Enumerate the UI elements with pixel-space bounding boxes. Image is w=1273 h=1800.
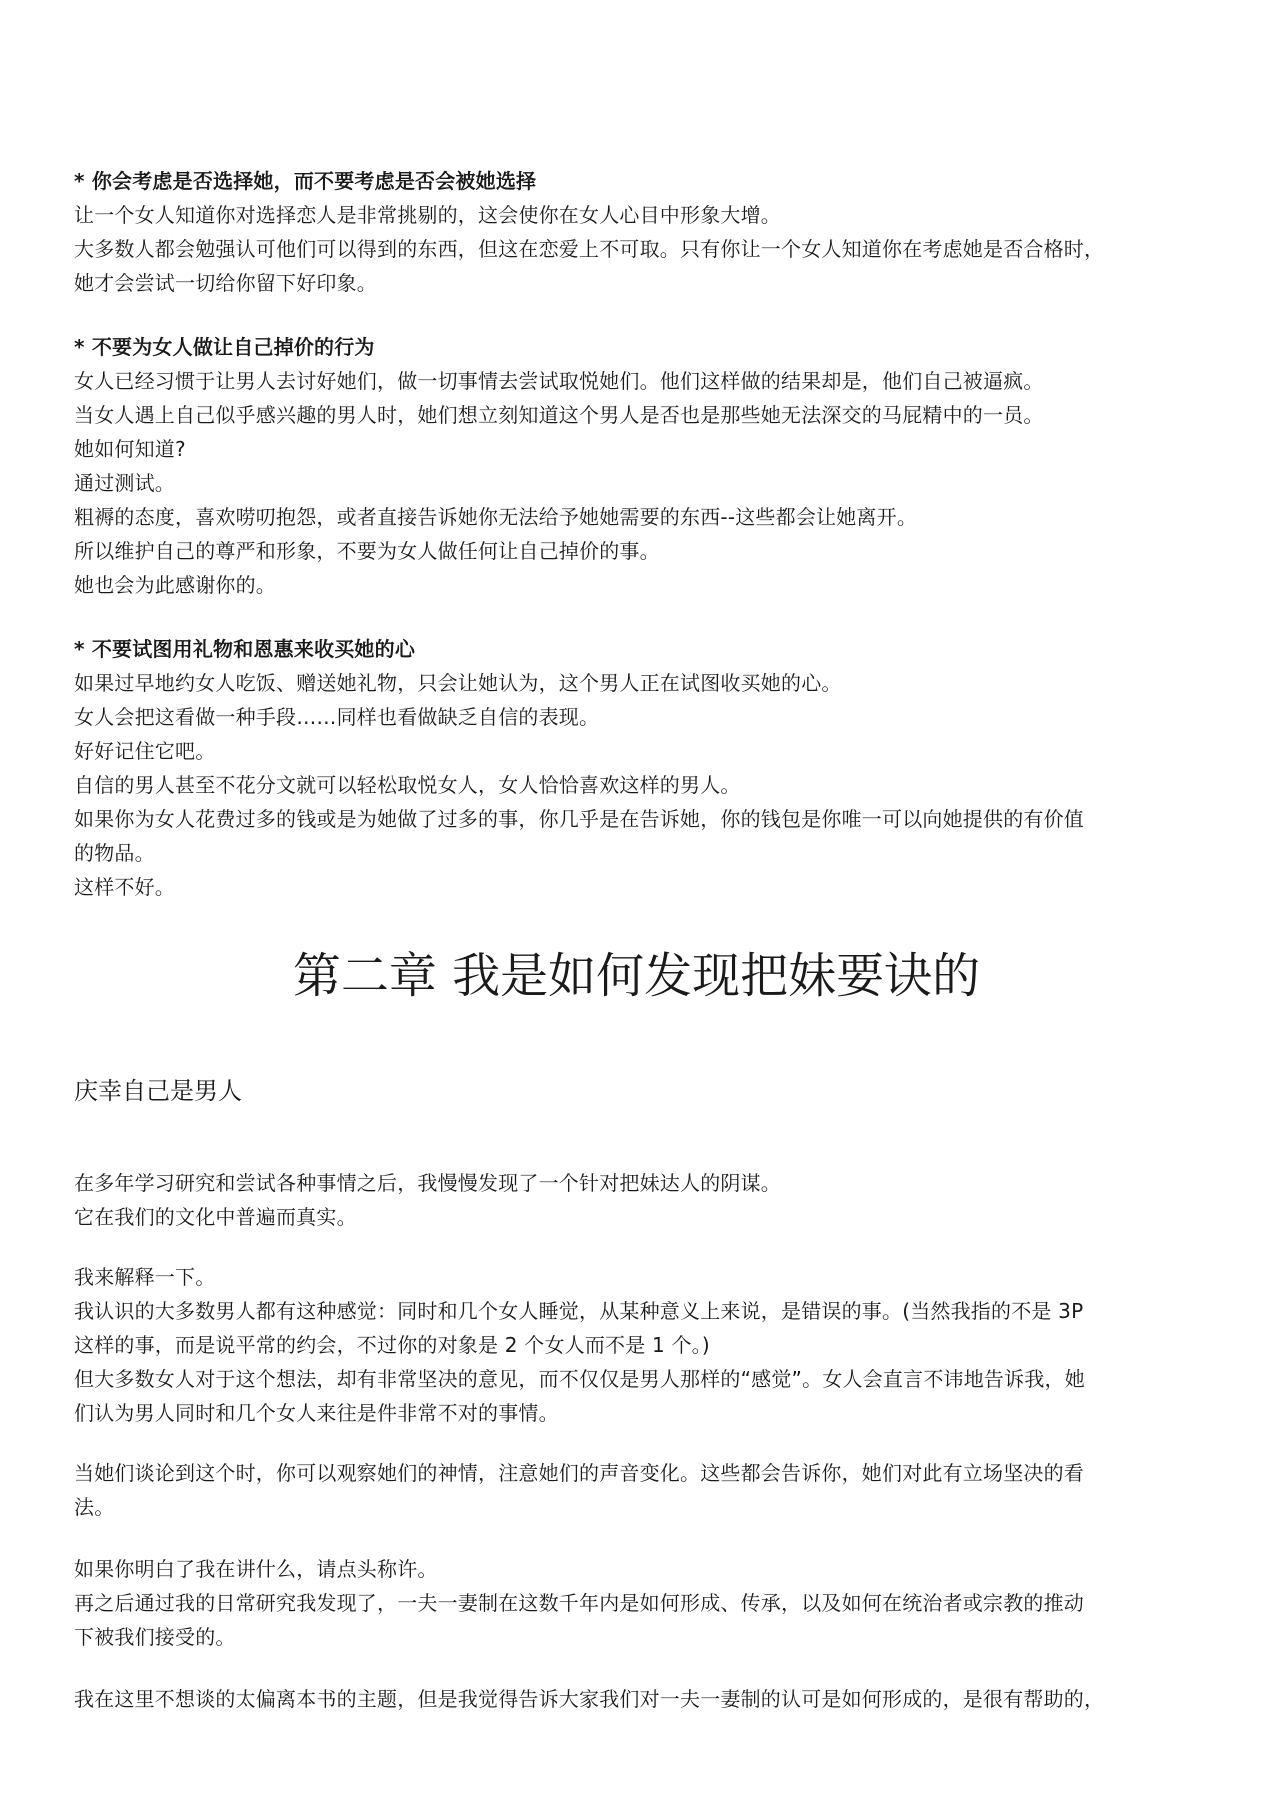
text-line: 下被我们接受的。 <box>74 1625 236 1649</box>
text-line: 再之后通过我的日常研究我发现了，一夫一妻制在这数千年内是如何形成、传承，以及如何在统治者或宗教的推动 <box>74 1591 1084 1615</box>
text-line: 如果你为女人花费过多的钱或是为她做了过多的事，你几乎是在告诉她，你的钱包是你唯一可以向她提供的有价值 <box>74 807 1084 831</box>
text-line: 这样的事，而是说平常的约会，不过你的对象是 2 个女人而不是 1 个。) <box>74 1333 710 1357</box>
text-line: 的物品。 <box>74 841 155 865</box>
text-line: 当她们谈论到这个时，你可以观察她们的神情，注意她们的声音变化。这些都会告诉你，她们对此有立场坚决的看 <box>74 1461 1084 1485</box>
text-line: 我认识的大多数男人都有这种感觉：同时和几个女人睡觉，从某种意义上来说，是错误的事。(当然我指的不是 3P <box>74 1299 1084 1323</box>
text-line: 当女人遇上自己似乎感兴趣的男人时，她们想立刻知道这个男人是否也是那些她无法深交的马屁精中的一员。 <box>74 403 1044 427</box>
text-line: 她如何知道? <box>74 437 186 461</box>
section-heading: * 你会考虑是否选择她，而不要考虑是否会被她选择 <box>74 169 537 193</box>
chapter-subtitle: 庆幸自己是男人 <box>74 1077 242 1105</box>
text-line: 如果过早地约女人吃饭、赠送她礼物，只会让她认为，这个男人正在试图收买她的心。 <box>74 671 842 695</box>
text-line: 但大多数女人对于这个想法，却有非常坚决的意见，而不仅仅是男人那样的“感觉”。女人会直言不讳地告诉我，她 <box>74 1367 1085 1391</box>
text-line: 女人会把这看做一种手段……同样也看做缺乏自信的表现。 <box>74 705 600 729</box>
text-line: 如果你明白了我在讲什么，请点头称许。 <box>74 1557 438 1581</box>
text-line: 们认为男人同时和几个女人来往是件非常不对的事情。 <box>74 1401 559 1425</box>
section-heading: * 不要为女人做让自己掉价的行为 <box>74 335 375 359</box>
text-line: 她才会尝试一切给你留下好印象。 <box>74 271 377 295</box>
text-line: 大多数人都会勉强认可他们可以得到的东西，但这在恋爱上不可取。只有你让一个女人知道你在考虑她是否合格时， <box>74 237 1105 261</box>
text-line: 好好记住它吧。 <box>74 739 216 763</box>
text-line: 让一个女人知道你对选择恋人是非常挑剔的，这会使你在女人心目中形象大增。 <box>74 203 781 227</box>
text-line: 它在我们的文化中普遍而真实。 <box>74 1205 357 1229</box>
text-line: 女人已经习惯于让男人去讨好她们，做一切事情去尝试取悦她们。他们这样做的结果却是，他们自己被逼疯。 <box>74 369 1044 393</box>
text-line: 所以维护自己的尊严和形象，不要为女人做任何让自己掉价的事。 <box>74 539 660 563</box>
text-line: 通过测试。 <box>74 471 175 495</box>
text-line: 我来解释一下。 <box>74 1265 216 1289</box>
text-line: 法。 <box>74 1495 115 1519</box>
text-line: 在多年学习研究和尝试各种事情之后，我慢慢发现了一个针对把妹达人的阴谋。 <box>74 1171 781 1195</box>
text-line: 我在这里不想谈的太偏离本书的主题，但是我觉得告诉大家我们对一夫一妻制的认可是如何形成的，是很有帮助的， <box>74 1687 1105 1711</box>
text-line: 她也会为此感谢你的。 <box>74 573 276 597</box>
text-line: 粗褥的态度，喜欢唠叨抱怨，或者直接告诉她你无法给予她她需要的东西--这些都会让她离开。 <box>74 505 918 529</box>
text-line: 这样不好。 <box>74 875 175 899</box>
section-heading: * 不要试图用礼物和恩惠来收买她的心 <box>74 637 416 661</box>
text-line: 自信的男人甚至不花分文就可以轻松取悦女人，女人恰恰喜欢这样的男人。 <box>74 773 741 797</box>
chapter-title: 第二章 我是如何发现把妹要诀的 <box>292 948 981 1004</box>
